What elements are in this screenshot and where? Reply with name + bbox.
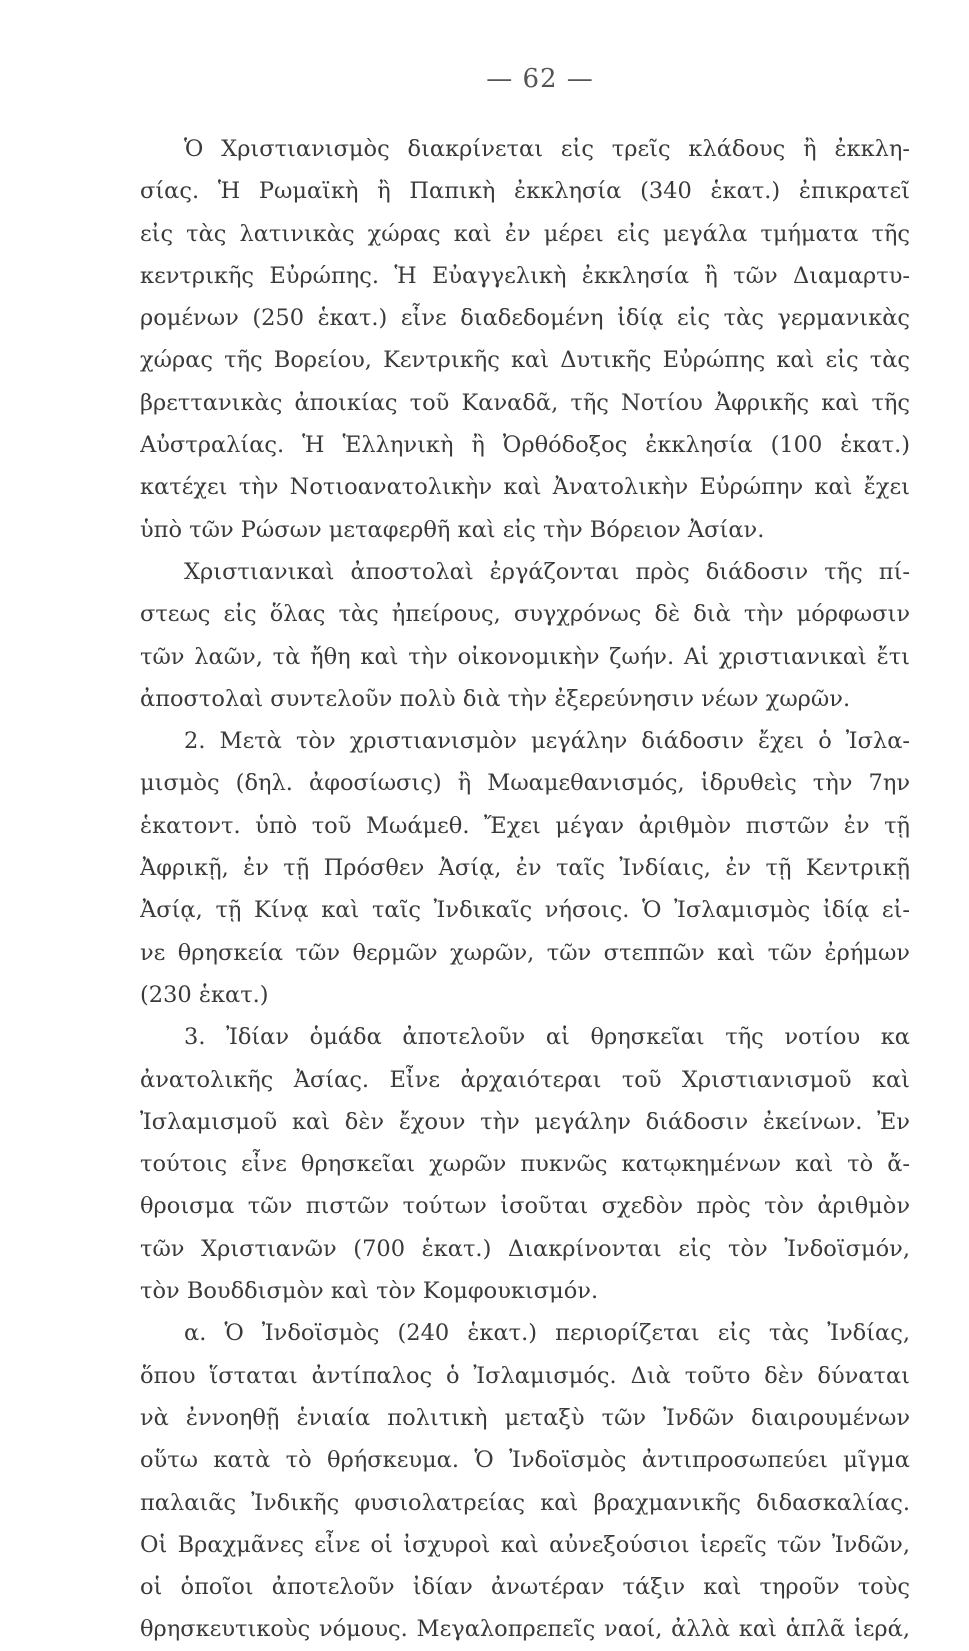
text-line: ρομένων (250 ἑκατ.) εἶνε διαδεδομένη ἰδίᾳ εἰς τὰς γερμανικὰς (140, 305, 910, 332)
text-line: ἀνατολικῆς Ἀσίας. Εἶνε ἀρχαιότεραι τοῦ Χριστιανισμοῦ καὶ (140, 1066, 910, 1093)
text-line: στεως εἰς ὅλας τὰς ἠπείρους, συγχρόνως δὲ διὰ τὴν μόρφωσιν (140, 601, 910, 628)
text-line: Οἱ Βραχμᾶνες εἶνε οἱ ἰσχυροὶ καὶ αὐνεξούσιοι ἱερεῖς τῶν Ἰνδῶν, (140, 1531, 910, 1558)
text-line: 2. Μετὰ τὸν χριστιανισμὸν μεγάλην διάδοσιν ἔχει ὁ Ἰσλα- (184, 728, 910, 755)
text-line: νε θρησκεία τῶν θερμῶν χωρῶν, τῶν στεππῶν καὶ τῶν ἐρήμων (140, 939, 910, 966)
text-line: ἀποστολαὶ συντελοῦν πολὺ διὰ τὴν ἐξερεύνησιν νέων χωρῶν. (140, 685, 851, 712)
text-line: Ἀσίᾳ, τῇ Κίνᾳ καὶ ταῖς Ἰνδικαῖς νήσοις. Ὁ Ἰσλαμισμὸς ἰδίᾳ εἰ- (140, 897, 910, 924)
text-line: ὑπὸ τῶν Ρώσων μεταφερθῆ καὶ εἰς τὴν Βόρειον Ἀσίαν. (140, 516, 765, 543)
text-line: Ὁ Χριστιανισμὸς διακρίνεται εἰς τρεῖς κλάδους ἢ ἐκκλη- (184, 136, 910, 162)
text-line: τούτοις εἶνε θρησκεῖαι χωρῶν πυκνῶς κατῳκημένων καὶ τὸ ἄ- (140, 1151, 910, 1178)
text-line: σίας. Ἡ Ρωμαϊκὴ ἢ Παπικὴ ἐκκλησία (340 ἑκατ.) ἐπικρατεῖ (140, 178, 910, 205)
text-line: κατέχει τὴν Νοτιοανατολικὴν καὶ Ἀνατολικὴν Εὐρώπην καὶ ἔχει (140, 474, 910, 501)
text-line: α. Ὁ Ἰνδοϊσμὸς (240 ἑκατ.) περιορίζεται εἰς τὰς Ἰνδίας, (184, 1320, 910, 1347)
page-number: — 62 — (486, 64, 594, 94)
text-line: κεντρικῆς Εὐρώπης. Ἡ Εὐαγγελικὴ ἐκκλησία ἢ τῶν Διαμαρτυ- (140, 262, 910, 289)
text-line: Ἰσλαμισμοῦ καὶ δὲν ἔχουν τὴν μεγάλην διάδοσιν ἐκείνων. Ἐν (140, 1108, 910, 1135)
text-line: τῶν Χριστιανῶν (700 ἑκατ.) Διακρίνονται εἰς τὸν Ἰνδοϊσμόν, (140, 1235, 910, 1262)
body-text (140, 128, 910, 1651)
text-line: Χριστιανικαὶ ἀποστολαὶ ἐργάζονται πρὸς διάδοσιν τῆς πί- (184, 558, 910, 585)
text-line: νὰ ἐννοηθῇ ἑνιαία πολιτικὴ μεταξὺ τῶν Ἰνδῶν διαιρουμένων (140, 1404, 910, 1431)
text-line: τὸν Βουδδισμὸν καὶ τὸν Κομφουκισμόν. (140, 1278, 599, 1305)
text-line: Αὐστραλίας. Ἡ Ἑλληνικὴ ἢ Ὀρθόδοξος ἐκκλησία (100 ἑκατ.) (140, 432, 910, 459)
text-line: χώρας τῆς Βορείου, Κεντρικῆς καὶ Δυτικῆς Εὐρώπης καὶ εἰς τὰς (140, 347, 910, 374)
text-line: (230 ἑκατ.) (140, 981, 269, 1008)
text-line: ὅπου ἵσταται ἀντίπαλος ὁ Ἰσλαμισμός. Διὰ τοῦτο δὲν δύναται (140, 1362, 910, 1389)
text-line: οὕτω κατὰ τὸ θρήσκευμα. Ὁ Ἰνδοϊσμὸς ἀντιπροσωπεύει μῖγμα (140, 1447, 910, 1474)
text-line: οἱ ὁποῖοι ἀποτελοῦν ἰδίαν ἀνωτέραν τάξιν καὶ τηροῦν τοὺς (140, 1574, 910, 1601)
text-line: τῶν λαῶν, τὰ ἤθη καὶ τὴν οἰκονομικὴν ζωήν. Αἱ χριστιανικαὶ ἔτι (140, 643, 910, 670)
text-line: μισμὸς (δηλ. ἀφοσίωσις) ἢ Μωαμεθανισμός, ἱδρυθεὶς τὴν 7ην (140, 770, 910, 797)
text-line: Ἀφρικῇ, ἐν τῇ Πρόσθεν Ἀσίᾳ, ἐν ταῖς Ἰνδίαις, ἐν τῇ Κεντρικῇ (140, 855, 910, 882)
text-line: βρεττανικὰς ἀποικίας τοῦ Καναδᾶ, τῆς Νοτίου Ἀφρικῆς καὶ τῆς (140, 389, 910, 416)
text-line: παλαιᾶς Ἰνδικῆς φυσιολατρείας καὶ βραχμανικῆς διδασκαλίας. (140, 1489, 910, 1516)
text-line: 3. Ἰδίαν ὁμάδα ἀποτελοῦν αἱ θρησκεῖαι τῆς νοτίου κα (184, 1024, 910, 1051)
text-line: θροισμα τῶν πιστῶν τούτων ἰσοῦται σχεδὸν πρὸς τὸν ἀριθμὸν (140, 1193, 910, 1220)
text-line: θρησκευτικοὺς νόμους. Μεγαλοπρεπεῖς ναοί, ἀλλὰ καὶ ἁπλᾶ ἱερά, (140, 1616, 910, 1643)
text-line: εἰς τὰς λατινικὰς χώρας καὶ ἐν μέρει εἰς μεγάλα τμήματα τῆς (140, 220, 910, 247)
text-line: ἑκατοντ. ὑπὸ τοῦ Μωάμεθ. Ἔχει μέγαν ἀριθμὸν πιστῶν ἐν τῇ (140, 812, 910, 839)
